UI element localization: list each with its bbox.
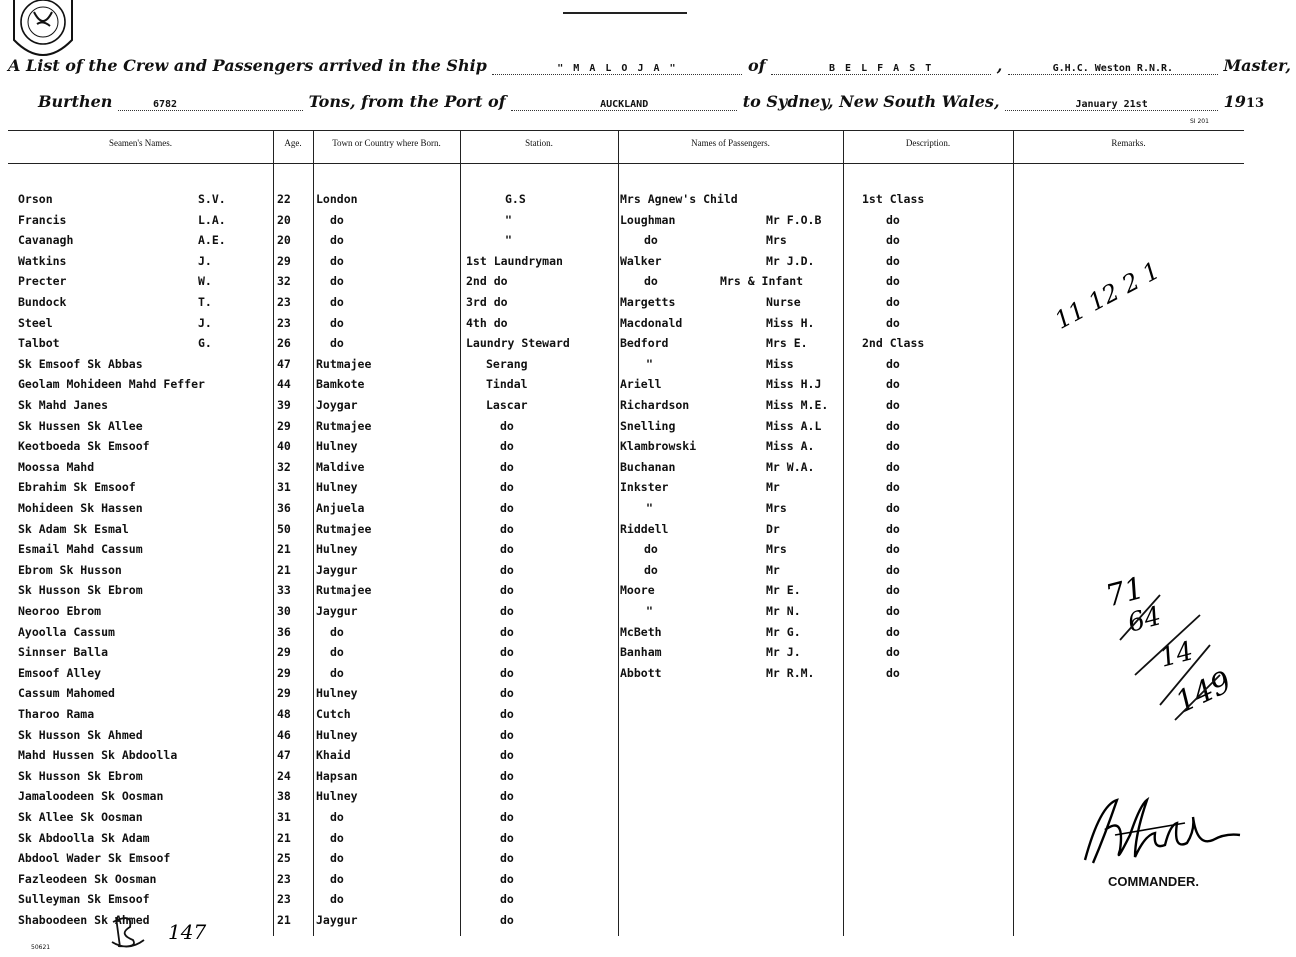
crew-station: Tindal [486, 377, 528, 391]
crew-age: 26 [277, 336, 291, 350]
crew-name: Cassum Mahomed [18, 686, 115, 700]
handwritten-tally-4: 14 [1156, 636, 1197, 674]
crew-age: 36 [277, 501, 291, 515]
crew-born: Rutmajee [316, 357, 372, 371]
passenger-name: Bedford [620, 336, 669, 350]
crew-born: Khaid [316, 748, 351, 762]
passenger-description: 2nd Class [862, 336, 925, 350]
crew-born: do [330, 810, 344, 824]
crew-age: 29 [277, 419, 291, 433]
crew-station: do [500, 686, 514, 700]
crew-station: do [500, 769, 514, 783]
crew-born: do [330, 625, 344, 639]
crew-name: Francis [18, 213, 67, 227]
crew-born: do [330, 274, 344, 288]
crew-age: 48 [277, 707, 291, 721]
form-number: SI 201 [1190, 118, 1209, 125]
crew-born: Cutch [316, 707, 351, 721]
col-passengers: Names of Passengers. [691, 138, 770, 148]
crew-station: 3rd do [466, 295, 508, 309]
passenger-description: do [886, 357, 900, 371]
master-label: Master, [1223, 56, 1291, 75]
crew-name: Sk Adam Sk Esmal [18, 522, 129, 536]
passenger-description: do [886, 645, 900, 659]
passenger-description: do [886, 274, 900, 288]
crew-initials: L.A. [198, 213, 226, 227]
divider-remarks [1013, 130, 1014, 936]
crew-name: Shaboodeen Sk Ahmed [18, 913, 150, 927]
crew-name: Ebrahim Sk Emsoof [18, 480, 136, 494]
crew-name: Jamaloodeen Sk Oosman [18, 789, 164, 803]
crew-name: Sk Husson Sk Ebrom [18, 583, 143, 597]
col-station: Station. [525, 138, 553, 148]
crew-name: Watkins [18, 254, 67, 268]
crew-age: 23 [277, 316, 291, 330]
crew-station: " [505, 213, 512, 227]
divider-passengers [618, 130, 619, 936]
crew-born: Hulney [316, 439, 358, 453]
passenger-title: Miss A. [766, 439, 815, 453]
crew-born: London [316, 192, 358, 206]
crew-age: 47 [277, 748, 291, 762]
master-name: G.H.C. Weston R.N.R. [1008, 63, 1218, 75]
passenger-title: Mr [766, 563, 780, 577]
table-header-rule [8, 163, 1244, 164]
crew-name: Steel [18, 316, 53, 330]
passenger-description: do [886, 460, 900, 474]
crew-age: 40 [277, 439, 291, 453]
crew-born: Bamkote [316, 377, 365, 391]
crew-born: Jaygur [316, 604, 358, 618]
crew-born: do [330, 336, 344, 350]
crew-station: do [500, 583, 514, 597]
crew-age: 29 [277, 666, 291, 680]
crew-name: Abdool Wader Sk Emsoof [18, 851, 171, 865]
passenger-name: Moore [620, 583, 655, 597]
passenger-name: Richardson [620, 398, 690, 412]
col-born: Town or Country where Born. [332, 138, 441, 148]
crew-born: do [330, 851, 344, 865]
commander-label: COMMANDER. [1108, 874, 1199, 889]
crew-initials: J. [198, 254, 212, 268]
crew-name: Sk Abdoolla Sk Adam [18, 831, 150, 845]
crew-station: do [500, 501, 514, 515]
crew-station: do [500, 542, 514, 556]
crew-station: do [500, 872, 514, 886]
passenger-name: McBeth [620, 625, 662, 639]
crew-station: do [500, 419, 514, 433]
tons-label: Tons, from the Port of [308, 92, 506, 111]
passenger-title: Mrs [766, 233, 787, 247]
crew-born: do [330, 666, 344, 680]
crew-name: Orson [18, 192, 53, 206]
crew-age: 29 [277, 645, 291, 659]
passenger-description: do [886, 398, 900, 412]
crew-station: " [505, 233, 512, 247]
crew-station: do [500, 563, 514, 577]
crew-age: 31 [277, 480, 291, 494]
passenger-description: do [886, 542, 900, 556]
passenger-title: Mr [766, 480, 780, 494]
crew-name: Keotboeda Sk Emsoof [18, 439, 150, 453]
passenger-description: do [886, 254, 900, 268]
seal-stamp-icon [10, 0, 76, 60]
crew-name: Mohideen Sk Hassen [18, 501, 143, 515]
passenger-description: do [886, 233, 900, 247]
passenger-name: Snelling [620, 419, 676, 433]
handwritten-tally-3: 64 [1124, 601, 1165, 639]
crew-station: do [500, 728, 514, 742]
year-suffix: 13 [1245, 96, 1265, 111]
passenger-title: Miss H.J [766, 377, 822, 391]
year-prefix: 19 [1223, 92, 1246, 111]
crew-age: 44 [277, 377, 291, 391]
crew-station: Laundry Steward [466, 336, 570, 350]
crew-station: do [500, 460, 514, 474]
crew-born: Jaygur [316, 913, 358, 927]
crew-name: Mahd Hussen Sk Abdoolla [18, 748, 178, 762]
crew-born: Hulney [316, 480, 358, 494]
of-label: of [748, 56, 766, 75]
crew-born: Anjuela [316, 501, 365, 515]
passenger-name: Buchanan [620, 460, 676, 474]
crew-station: do [500, 480, 514, 494]
form-stamp: 50621 [31, 944, 51, 951]
crew-station: do [500, 439, 514, 453]
commander-signature-icon [1075, 795, 1250, 870]
crew-age: 20 [277, 213, 291, 227]
crew-name: Emsoof Alley [18, 666, 102, 680]
crew-name: Ayoolla Cassum [18, 625, 115, 639]
crew-born: Rutmajee [316, 522, 372, 536]
crew-station: do [500, 851, 514, 865]
passenger-name: Walker [620, 254, 662, 268]
crew-name: Fazleodeen Sk Oosman [18, 872, 157, 886]
crew-station: do [500, 604, 514, 618]
crew-station: do [500, 748, 514, 762]
handwritten-count: 147 [168, 920, 207, 944]
crew-station: do [500, 789, 514, 803]
crew-name: Ebrom Sk Husson [18, 563, 122, 577]
passenger-name: Riddell [620, 522, 669, 536]
passenger-name: Inkster [620, 480, 669, 494]
crew-born: do [330, 213, 344, 227]
crew-age: 31 [277, 810, 291, 824]
passenger-name: Margetts [620, 295, 676, 309]
divider-description [843, 130, 844, 936]
crew-born: Hulney [316, 789, 358, 803]
passenger-title: Mrs & Infant [720, 274, 804, 288]
crew-age: 32 [277, 274, 291, 288]
burthen-label: Burthen [38, 92, 113, 111]
crew-age: 29 [277, 254, 291, 268]
crew-age: 23 [277, 892, 291, 906]
handwritten-tally-5: 149 [1170, 664, 1237, 721]
passenger-title: Miss M.E. [766, 398, 829, 412]
passenger-title: Mrs E. [766, 336, 808, 350]
crew-age: 22 [277, 192, 291, 206]
passenger-title: Miss [766, 357, 794, 371]
crew-age: 46 [277, 728, 291, 742]
crew-name: Precter [18, 274, 67, 288]
crew-born: do [330, 892, 344, 906]
crew-born: Rutmajee [316, 419, 372, 433]
header-line-1: A List of the Crew and Passengers arrived in the Ship " M A L O J A " of B E L F A S T , G.H.C. Weston R.N.R. Master, [8, 56, 1291, 75]
passenger-title: Mr J.D. [766, 254, 815, 268]
crew-name: Sk Allee Sk Oosman [18, 810, 143, 824]
handwritten-tally-2: 71 [1102, 570, 1149, 615]
crew-station: do [500, 625, 514, 639]
crew-age: 24 [277, 769, 291, 783]
crew-age: 23 [277, 872, 291, 886]
crew-name: Sk Emsoof Sk Abbas [18, 357, 143, 371]
port-of-registry: B E L F A S T [771, 63, 991, 75]
crew-born: do [330, 295, 344, 309]
crew-station: do [500, 645, 514, 659]
crew-name: Tharoo Rama [18, 707, 95, 721]
passenger-title: Mr R.M. [766, 666, 815, 680]
passenger-title: Mr W.A. [766, 460, 815, 474]
passenger-description: do [886, 501, 900, 515]
passenger-name: Macdonald [620, 316, 683, 330]
crew-initials: S.V. [198, 192, 226, 206]
passenger-name: Loughman [620, 213, 676, 227]
crew-station: do [500, 666, 514, 680]
passenger-name: " [646, 501, 653, 515]
header-line-2 [38, 92, 1264, 111]
crew-initials: G. [198, 336, 212, 350]
crew-age: 29 [277, 686, 291, 700]
passenger-title: Mr E. [766, 583, 801, 597]
crew-station: 2nd do [466, 274, 508, 288]
burthen-value: 6782 [118, 99, 303, 111]
crew-born: Hulney [316, 686, 358, 700]
passenger-title: Miss A.L [766, 419, 822, 433]
table-top-rule [8, 130, 1244, 131]
crew-name: Sk Hussen Sk Allee [18, 419, 143, 433]
crew-born: do [330, 316, 344, 330]
tally-strokes [1100, 585, 1220, 725]
crew-age: 21 [277, 913, 291, 927]
passenger-title: Mr J. [766, 645, 801, 659]
crew-station: do [500, 810, 514, 824]
col-age: Age. [284, 138, 302, 148]
crew-name: Sk Husson Sk Ahmed [18, 728, 143, 742]
passenger-title: Mr N. [766, 604, 801, 618]
passenger-name: Abbott [620, 666, 662, 680]
crew-name: Sk Mahd Janes [18, 398, 109, 412]
header-rule [563, 12, 687, 14]
passenger-description: do [886, 419, 900, 433]
crew-initials: T. [198, 295, 212, 309]
from-port: AUCKLAND [511, 99, 737, 111]
col-seamen-names: Seamen's Names. [108, 138, 173, 148]
passenger-description: do [886, 213, 900, 227]
crew-born: Hulney [316, 728, 358, 742]
crew-station: do [500, 913, 514, 927]
crew-initials: A.E. [198, 233, 226, 247]
crew-name: Neoroo Ebrom [18, 604, 102, 618]
crew-station: do [500, 892, 514, 906]
passenger-name: do [644, 563, 658, 577]
crew-station: Lascar [486, 398, 528, 412]
divider-age [273, 130, 274, 936]
passenger-description: do [886, 377, 900, 391]
crew-name: Sulleyman Sk Emsoof [18, 892, 150, 906]
passenger-name: do [644, 274, 658, 288]
passenger-description: do [886, 316, 900, 330]
crew-age: 32 [277, 460, 291, 474]
crew-station: do [500, 831, 514, 845]
crew-name: Sk Husson Sk Ebrom [18, 769, 143, 783]
crew-station: Serang [486, 357, 528, 371]
crew-age: 23 [277, 295, 291, 309]
passenger-description: do [886, 625, 900, 639]
crew-initials: J. [198, 316, 212, 330]
passenger-description: 1st Class [862, 192, 925, 206]
passenger-description: do [886, 666, 900, 680]
passenger-title: Mrs [766, 542, 787, 556]
passenger-description: do [886, 439, 900, 453]
handwritten-tally-1: 11 12 2 1 [1050, 256, 1165, 335]
crew-name: Sinnser Balla [18, 645, 109, 659]
col-remarks: Remarks. [1111, 138, 1146, 148]
destination-label: to Sydney, New South Wales, [742, 92, 1000, 111]
passenger-name: Klambrowski [620, 439, 697, 453]
crew-name: Geolam Mohideen Mahd Feffer [18, 377, 205, 391]
crew-born: Jaygur [316, 563, 358, 577]
crew-age: 21 [277, 563, 291, 577]
passenger-name: Banham [620, 645, 662, 659]
crew-station: do [500, 522, 514, 536]
crew-name: Esmail Mahd Cassum [18, 542, 143, 556]
crew-age: 39 [277, 398, 291, 412]
arrival-date: January 21st [1005, 99, 1218, 111]
crew-name: Cavanagh [18, 233, 74, 247]
crew-age: 21 [277, 542, 291, 556]
divider-born [313, 130, 314, 936]
crew-born: do [330, 645, 344, 659]
crew-born: Joygar [316, 398, 358, 412]
passenger-title: Mr F.O.B [766, 213, 822, 227]
crew-station: 1st Laundryman [466, 254, 563, 268]
crew-age: 38 [277, 789, 291, 803]
crew-age: 25 [277, 851, 291, 865]
divider-station [460, 130, 461, 936]
passenger-name: " [646, 604, 653, 618]
passenger-name: Mrs Agnew's Child [620, 192, 738, 206]
col-description: Description. [905, 138, 951, 148]
crew-age: 30 [277, 604, 291, 618]
passenger-title: Nurse [766, 295, 801, 309]
passenger-description: do [886, 522, 900, 536]
passenger-title: Mr G. [766, 625, 801, 639]
passenger-name: " [646, 357, 653, 371]
crew-name: Talbot [18, 336, 60, 350]
crew-born: do [330, 831, 344, 845]
header-intro: A List of the Crew and Passengers arrived in the Ship [8, 56, 487, 75]
crew-age: 50 [277, 522, 291, 536]
crew-born: Hapsan [316, 769, 358, 783]
crew-born: Rutmajee [316, 583, 372, 597]
crew-name: Bundock [18, 295, 67, 309]
crew-initials: W. [198, 274, 212, 288]
passenger-title: Mrs [766, 501, 787, 515]
crew-station: G.S [505, 192, 526, 206]
crew-born: Hulney [316, 542, 358, 556]
crew-age: 36 [277, 625, 291, 639]
crew-age: 21 [277, 831, 291, 845]
crew-age: 47 [277, 357, 291, 371]
passenger-description: do [886, 295, 900, 309]
passenger-name: do [644, 542, 658, 556]
crew-born: Maldive [316, 460, 365, 474]
passenger-title: Miss H. [766, 316, 815, 330]
crew-born: do [330, 254, 344, 268]
passenger-description: do [886, 480, 900, 494]
handwritten-initials-icon [108, 912, 148, 952]
passenger-name: do [644, 233, 658, 247]
passenger-name: Ariell [620, 377, 662, 391]
passenger-description: do [886, 583, 900, 597]
crew-born: do [330, 233, 344, 247]
ship-name: " M A L O J A " [492, 63, 742, 75]
crew-station: do [500, 707, 514, 721]
crew-born: do [330, 872, 344, 886]
crew-age: 33 [277, 583, 291, 597]
crew-name: Moossa Mahd [18, 460, 95, 474]
crew-age: 20 [277, 233, 291, 247]
crew-station: 4th do [466, 316, 508, 330]
passenger-description: do [886, 604, 900, 618]
passenger-description: do [886, 563, 900, 577]
passenger-title: Dr [766, 522, 780, 536]
